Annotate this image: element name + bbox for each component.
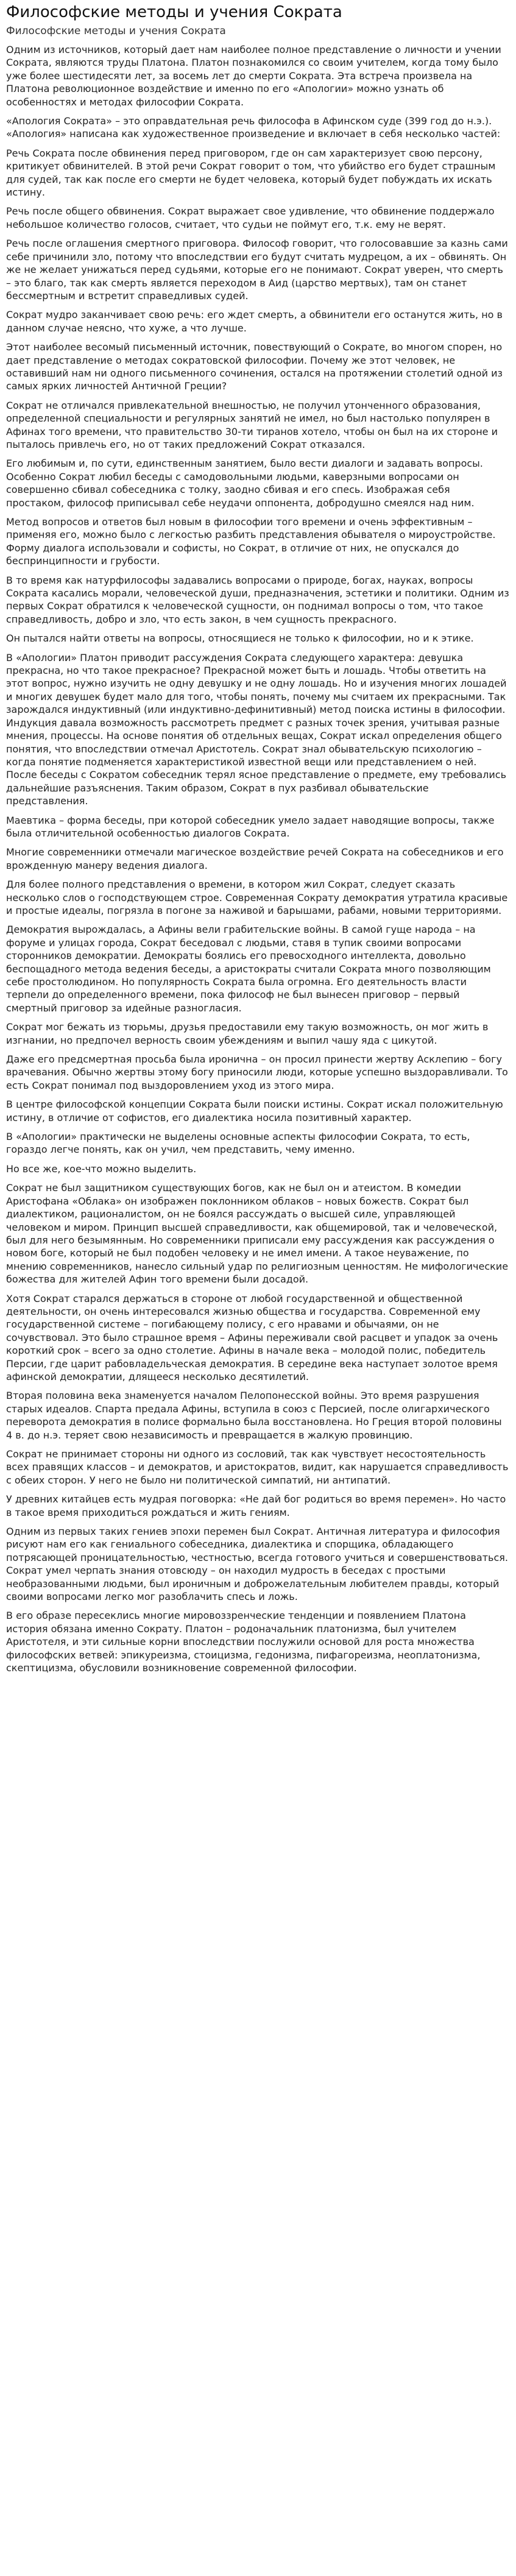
paragraph: «Апология Сократа» – это оправдательная речь философа в Афинском суде (399 год до н.э.). «Апология» написана как художественное произведение и включает в себя несколько частей: [6,115,501,140]
paragraph: Этот наиболее весомый письменный источник, повествующий о Сократе, во многом спорен, но дает представление о методах сократовской философии. Почему же этот человек, не оставивший нам ни одного письменного сочинения, остался на протяжении столетий одной из самых ярких личностей Античной Греции? [6,341,503,392]
paragraph: Но все же, кое-что можно выделить. [6,1162,197,1175]
paragraph: У древних китайцев есть мудрая поговорка: «Не дай бог родиться во время перемен». Но часто в такое время приходиться рождаться и жить гениям. [6,1493,506,1518]
paragraph: Он пытался найти ответы на вопросы, относящиеся не только к философии, но и к этике. [6,632,474,645]
article-title: Философские методы и учения Сократа [6,3,342,21]
paragraph: Одним из источников, который дает нам наиболее полное представление о личности и учении Сократа, являются труды Платона. Платон познакомился со своим учителем, когда тому было уже более шестидесяти лет, за восемь лет до смерти Сократа. Эта встреча произвела на Платона революционное воздействие и именно по его «Апологии» можно узнать об особенностях и методах философии Сократа. [6,44,501,108]
paragraph: Демократия вырождалась, а Афины вели грабительские войны. В самой гуще народа – на форуме и улицах города, Сократ беседовал с людьми, ставя в тупик своими вопросами сторонников демократии. Демократы боялись его превосходного интеллекта, довольно беспощадного метода ведения беседы, а аристократы считали Сократа много позволяющим себе простолюдином. Но популярность Сократа была огромна. Его деятельность власти терпели до определенного времени, пока философ не был вынесен приговор – первый смертный приговор за идейные разногласия. [6,924,491,1014]
paragraph: Вторая половина века знаменуется началом Пелопонесской войны. Это время разрушения старых идеалов. Спарта предала Афины, вступила в союз с Персией, после олигархического переворота демократия в полисе формально была восстановлена. Но Греция второй половины 4 в. до н.э. теряет свою независимость и превращается в жалкую провинцию. [6,1390,502,1441]
paragraph: Хотя Сократ старался держаться в стороне от любой государственной и общественной деятельности, он очень интересовался жизнью общества и государства. Современной ему государственной системе – погибающему полису, с его нравами и обычаями, он не сочувствовал. Это было страшное время – Афины переживали свой расцвет и упадок за очень короткий срок – всего за одно столетие. Афины в начале века – молодой полис, победитель Персии, где царит рабовладельческая демократия. В середине века наступает золотое время афинской демократии, длящееся несколько десятилетий. [6,1292,498,1382]
paragraph: Сократ мудро заканчивает свою речь: его ждет смерть, а обвинители его останутся жить, но в данном случае неясно, что хуже, а что лучше. [6,309,503,334]
paragraph: Многие современники отмечали магическое воздействие речей Сократа на собеседников и его врожденную манеру ведения диалога. [6,846,504,871]
paragraph: Сократ не принимает стороны ни одного из сословий, так как чувствует несостоятельность всех правящих классов – и демократов, и аристократов, видит, как нарушается справедливость с обеих сторон. У него не было ни политической симпатий, ни антипатий. [6,1448,509,1486]
paragraph: Одним из первых таких гениев эпохи перемен был Сократ. Античная литература и философия рисуют нам его как гениального собеседника, диалектика и спорщика, обладающего потрясающей проницательностью, честностью, всегда готового учиться и совершенствоваться. Сократ умел черпать знания отовсюду – он находил мудрость в беседах с простыми необразованными людьми, был ироничным и доброжелательным любителем правды, который своими вопросами легко мог разоблачить спесь и ложь. [6,1526,508,1603]
paragraph: Маевтика – форма беседы, при которой собеседник умело задает наводящие вопросы, также была отличительной особенностью диалогов Сократа. [6,814,495,839]
paragraph: В «Апологии» Платон приводит рассуждения Сократа следующего характера: девушка прекрасна, но что такое прекрасное? Прекрасной может быть и лошадь. Чтобы ответить на этот вопрос, нужно изучить не одну девушку и не одну лошадь. Но и изучения многих лошадей и многих девушек будет мало для того, чтобы понять, почему мы считаем их прекрасными. Так зарождался индуктивный (или индуктивно-дефинитивный) метод поиска истины в философии. Индукция давала возможность рассмотреть предмет с разных точек зрения, учитывая разные мнения, процессы. На основе понятия об отдельных вещах, Сократ искал определения общего понятия, что впоследствии отмечал Аристотель. Сократ знал обывательскую психологию – когда понятие подменяется характеристикой известной вещи или представлением о ней. После беседы с Сократом собеседник терял ясное представление о предмете, ему требовались дальнейшие разъяснения. Таким образом, Сократ в пух разбивал обывательские представления. [6,651,507,807]
paragraph: Метод вопросов и ответов был новым в философии того времени и очень эффективным – применяя его, можно было с легкостью разбить представления обывателя о мироустройстве. Форму диалога использовали и софисты, но Сократ, в отличие от них, не опускался до беспринципности и грубости. [6,516,496,567]
paragraph: Его любимым и, по сути, единственным занятием, было вести диалоги и задавать вопросы. Особенно Сократ любил беседы с самодовольными людьми, каверзными вопросами он совершенно сбивал собеседника с толку, заодно сбивая и его спесь. Изображая себя простаком, философ приписывал себе неудачи оппонента, добродушно смеялся над ним. [6,458,483,509]
paragraph: Для более полного представления о времени, в котором жил Сократ, следует сказать несколько слов о господствующем строе. Современная Сократу демократия утратила красивые и простые идеалы, погрязла в погоне за наживой и барышами, рабами, новыми территориями. [6,879,508,916]
paragraph: Сократ мог бежать из тюрьмы, друзья предоставили ему такую возможность, он мог жить в изгнании, но предпочел верность своим убеждениям и выпил чашу яда с цикутой. [6,1021,489,1046]
paragraph: В его образе пересеклись многие мировоззренческие тенденции и появлением Платона история обязана именно Сократу. Платон – родоначальник платонизма, был учителем Аристотеля, и эти сильные корни впоследствии послужили основой для роста множества философских ветвей: эпикуреизма, стоицизма, гедонизма, пифагореизма, неоплатонизма, скептицизма, обусловили возникновение современной философии. [6,1610,481,1674]
paragraph: Сократ не был защитником существующих богов, как не был он и атеистом. В комедии Аристофана «Облака» он изображен поклонником облаков – новых божеств. Сократ был диалектиком, рационалистом, он не боялся рассуждать о высшей силе, управляющей человеком и миром. Принцип высшей справедливости, как общемировой, так и человеческой, был для него безымянным. Но современники приписали ему рассуждения как рассуждения о новом боге, который не был подобен человеку и не имел имени. А такое неуважение, по мнению современников, нанесло сильный удар по религиозным ценностям. Не мифологические божества для жителей Афин того времени были досадой. [6,1182,509,1286]
paragraph: В «Апологии» практически не выделены основные аспекты философии Сократа, то есть, гораздо легче понять, как он учил, чем представить, чему именно. [6,1131,470,1156]
paragraph: Речь после оглашения смертного приговора. Философ говорит, что голосовавшие за казнь сами себе причинили зло, потому что впоследствии его будут считать мудрецом, а их – обвинять. Он же не желает унижаться перед судьями, которые его не понимают. Сократ уверен, что смерть – это благо, так как смерть является переходом в Аид (царство мертвых), там он станет бессмертным и встретит справедливых судей. [6,238,508,302]
article-subtitle: Философские методы и учения Сократа [6,25,226,37]
paragraph: В то время как натурфилософы задавались вопросами о природе, богах, науках, вопросы Сократа касались морали, человеческой души, предназначения, эстетики и политики. Одним из первых Сократ обратился к человеческой сущности, он поднимал вопросы о том, что такое справедливость, добро и зло, что есть закон, в чем сущность прекрасного. [6,574,509,625]
paragraph: Речь после общего обвинения. Сократ выражает свое удивление, что обвинение поддержало небольшое количество голосов, считает, что судьи не поймут его, т.к. ему не верят. [6,205,495,230]
paragraph: В центре философской концепции Сократа были поиски истины. Сократ искал положительную истину, в отличие от софистов, его диалектика носила позитивный характер. [6,1099,503,1123]
article-body [6,43,510,1675]
paragraph: Речь Сократа после обвинения перед приговором, где он сам характеризует свою персону, критикует обвинителей. В этой речи Сократ говорит о том, что убийство его будет страшным для судей, так как после его смерти не будет человека, который будет побуждать их искать истину. [6,147,496,199]
paragraph: Сократ не отличался привлекательной внешностью, не получил утонченного образования, определенной специальности и регулярных занятий не имел, но был настолько популярен в Афинах того времени, что правительство 30-ти тиранов хотело, чтобы он был на их стороне и пыталось привлечь его, но от таких предложений Сократ отказался. [6,399,498,450]
paragraph: Даже его предсмертная просьба была иронична – он просил принести жертву Асклепию – богу врачевания. Обычно жертвы этому богу приносили люди, которые успешно выздоравливали. То есть Сократ понимал под выздоровлением уход из этого мира. [6,1053,508,1091]
